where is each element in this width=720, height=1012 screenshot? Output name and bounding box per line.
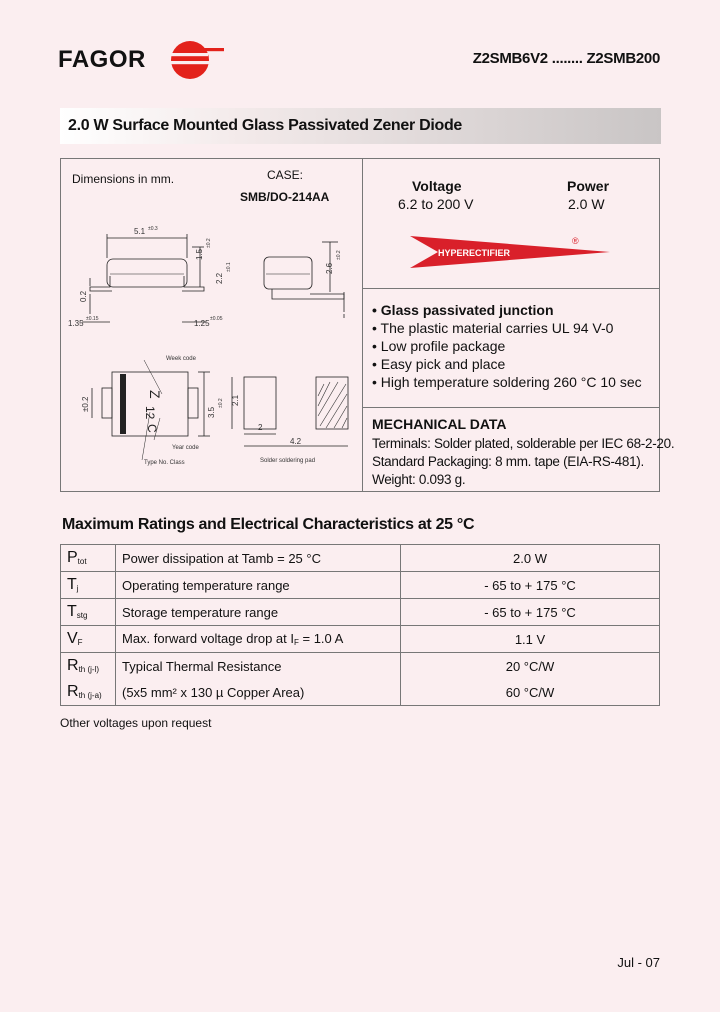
footnote: Other voltages upon request (60, 716, 212, 730)
feature-item: • Low profile package (372, 338, 506, 354)
case-label: CASE: (267, 168, 304, 182)
dim-lead-len1: 1.35 (68, 319, 84, 328)
table-row (61, 679, 660, 706)
feature-item: • High temperature soldering 260 °C 10 sec (372, 374, 642, 390)
value-cell: - 65 to + 175 °C (401, 572, 660, 599)
right-lead (182, 276, 204, 291)
dim-lead-len2-tol: ±0.05 (210, 316, 223, 322)
value-cell: 1.1 V (401, 626, 660, 653)
side-view-body (107, 259, 187, 287)
feature-item: • The plastic material carries UL 94 V-0 (372, 320, 614, 336)
ratings-table (60, 544, 660, 706)
symbol-cell: $V_F$ (61, 626, 116, 653)
dim-lead-thk: 0.2 (79, 290, 88, 302)
mechanical-heading: MECHANICAL DATA (372, 416, 507, 432)
dim-pad-w: 2 (258, 423, 263, 432)
registered-mark: ® (572, 236, 579, 246)
dim-lead-len1-tol: ±0.15 (86, 316, 99, 322)
marking-z: Z (147, 390, 163, 399)
fagor-logo-icon (168, 40, 224, 80)
end-view-body (264, 257, 312, 289)
dim-height1-tol: ±0.2 (206, 238, 212, 248)
page-title: 2.0 W Surface Mounted Glass Passivated Zener Diode (68, 117, 463, 134)
box-divider (362, 158, 363, 492)
voltage-value: 6.2 to 200 V (398, 196, 474, 212)
value-cell: 20 °C/W (401, 653, 660, 680)
symbol-cell: $P_{tot}$ (61, 545, 116, 572)
hyperectifier-text: HYPERECTIFIER (438, 248, 511, 258)
marking-c: C (145, 424, 159, 433)
voltage-label: Voltage (412, 178, 462, 194)
top-view-lead-left (102, 388, 112, 418)
symbol-cell: $R_{th (j-l)}$ (61, 653, 116, 680)
description-cell: (5x5 mm² x 130 µ Copper Area) (116, 679, 401, 706)
end-view-lead (272, 289, 344, 299)
marking-12: 12 (143, 406, 157, 420)
symbol-cell: $R_{th (j-a)}$ (61, 679, 116, 706)
dim-body-w-tol: ±0.2 (218, 398, 224, 408)
mechanical-line: Standard Packaging: 8 mm. tape (EIA-RS-481). (372, 454, 644, 469)
feature-list (372, 301, 642, 391)
cathode-band (120, 374, 126, 434)
feature-item: • Easy pick and place (372, 356, 506, 372)
spec-divider (362, 288, 660, 289)
description-cell: Storage temperature range (116, 599, 401, 626)
power-label: Power (567, 178, 610, 194)
table-row (61, 545, 660, 572)
dim-height1: 1.5 (195, 248, 204, 260)
dim-lead-w: 2.6 (325, 262, 334, 274)
solder-pad-left (244, 377, 276, 429)
title-bar (60, 108, 661, 144)
description-cell: Typical Thermal Resistance (116, 653, 401, 680)
dim-lead-len2: 1.25 (194, 319, 210, 328)
dimensions-note: Dimensions in mm. (72, 172, 175, 186)
dim-lead-w-tol: ±0.2 (336, 250, 342, 260)
part-number-range: Z2SMB6V2 ........ Z2SMB200 (472, 50, 660, 67)
type-no-label: Type No. Class (144, 460, 185, 466)
mechanical-line: Weight: 0.093 g. (372, 472, 466, 487)
left-lead (90, 276, 112, 291)
fagor-logo (58, 40, 238, 80)
symbol-cell: $T_j$ (61, 572, 116, 599)
dim-height2-tol: ±0.1 (226, 262, 232, 272)
power-value: 2.0 W (568, 196, 605, 212)
table-row (61, 572, 660, 599)
top-view-lead-right (188, 388, 198, 418)
case-name: SMB/DO-214AA (240, 190, 330, 204)
feature-item: • Glass passivated junction (372, 302, 554, 318)
dim-height2: 2.2 (215, 272, 224, 284)
dim-body-tol-l: ±0.2 (81, 396, 90, 412)
hatch-lines (318, 382, 347, 428)
symbol-cell: $T_{stg}$ (61, 599, 116, 626)
package-drawing (62, 212, 360, 474)
description-cell: Power dissipation at Tamb = 25 °C (116, 545, 401, 572)
table-row (61, 653, 660, 680)
dim-pad-span: 4.2 (290, 437, 302, 446)
mechanical-line: Terminals: Solder plated, solderable per IEC 68-2-20. (372, 436, 675, 451)
week-code-label: Week code (166, 356, 196, 362)
hyperectifier-logo (410, 232, 610, 272)
dim-body-w: 3.5 (207, 406, 216, 418)
value-cell: - 65 to + 175 °C (401, 599, 660, 626)
year-code-label: Year code (172, 445, 199, 451)
solder-footprint-label: Solder soldering pad (260, 458, 316, 464)
feature-divider (362, 407, 660, 408)
dim-width: 5.1 (134, 227, 146, 236)
dim-pad-h: 2.1 (231, 394, 240, 406)
table-row (61, 626, 660, 653)
dim-width-tol: ±0.3 (148, 226, 158, 232)
value-cell: 60 °C/W (401, 679, 660, 706)
solder-pad-right (316, 377, 348, 429)
table-row (61, 599, 660, 626)
ratings-heading: Maximum Ratings and Electrical Characteristics at 25 °C (62, 516, 475, 533)
value-cell: 2.0 W (401, 545, 660, 572)
revision-date: Jul - 07 (617, 955, 660, 970)
brand-name: FAGOR (58, 46, 146, 73)
description-cell: Max. forward voltage drop at $I_F = 1.0$ A (116, 626, 401, 653)
description-cell: Operating temperature range (116, 572, 401, 599)
